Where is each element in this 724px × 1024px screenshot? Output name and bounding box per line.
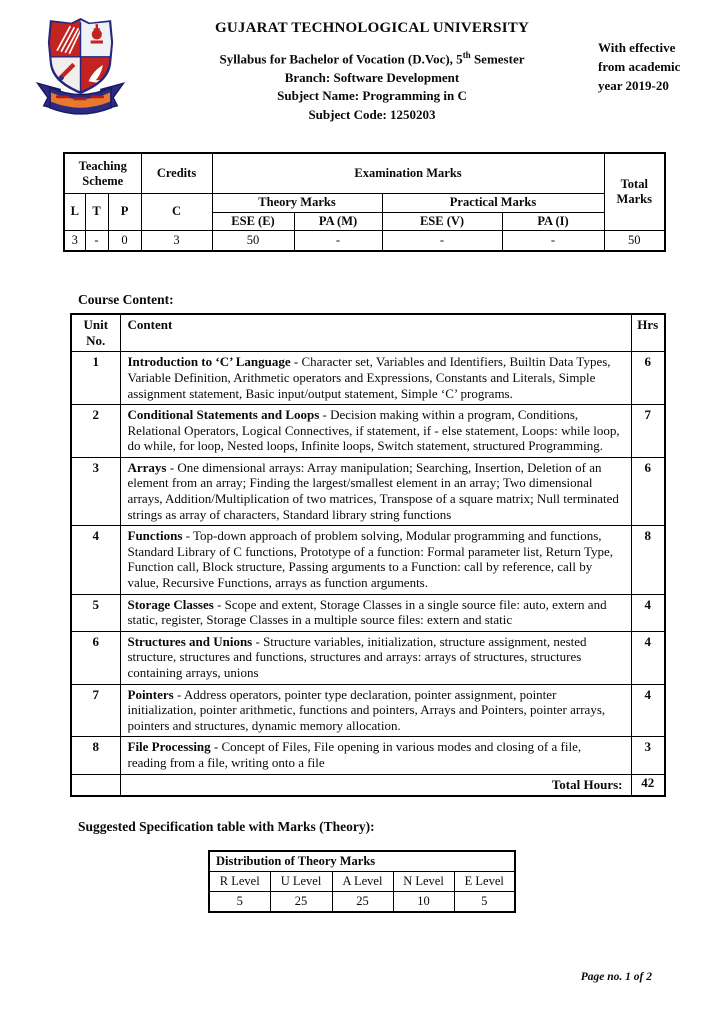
- syllabus-suffix: Semester: [470, 51, 525, 67]
- value-ese-v: -: [382, 230, 502, 251]
- gtu-emblem-icon: [28, 16, 133, 118]
- unit-hours: 4: [631, 594, 665, 631]
- unit-number: 1: [71, 352, 120, 405]
- table-row-unit-4: [71, 526, 665, 594]
- col-l: L: [64, 193, 85, 230]
- value-pa-m: -: [294, 230, 382, 251]
- level-marks-row: [209, 892, 515, 912]
- unit-content: [120, 737, 631, 774]
- header-title-block: [146, 16, 598, 124]
- unit-title: Pointers: [127, 686, 174, 702]
- col-ese-v: ESE (V): [382, 212, 502, 230]
- unit-title: File Processing: [127, 739, 211, 755]
- course-content-heading: Course Content:: [78, 292, 174, 308]
- level-e: E Level: [454, 872, 515, 892]
- value-l: 3: [64, 230, 85, 251]
- unit-title: Conditional Statements and Loops: [127, 407, 320, 423]
- col-p: P: [108, 193, 141, 230]
- marks-a: 25: [332, 892, 393, 912]
- empty-cell: [71, 774, 120, 796]
- table-row-unit-2: [71, 405, 665, 458]
- col-pa-i: PA (I): [502, 212, 604, 230]
- unit-body: - One dimensional arrays: Array manipulation; Searching, Insertion, Deletion of an element from an array; Finding the largest/smallest element in an array; Two dimensional arrays, Addition/Multiplication of two matrices, Transpose of a square matrix; Null terminated strings as array of characters, Standard library string functions: [127, 459, 619, 522]
- total-hours-value: 42: [631, 774, 665, 796]
- unit-content: [120, 684, 631, 737]
- value-total: 50: [604, 230, 665, 251]
- credits-header: Credits: [141, 153, 212, 193]
- value-p: 0: [108, 230, 141, 251]
- unit-content: [120, 352, 631, 405]
- theory-marks-header: Theory Marks: [212, 193, 382, 212]
- unit-number: 2: [71, 405, 120, 458]
- university-name: GUJARAT TECHNOLOGICAL UNIVERSITY: [215, 20, 529, 36]
- unit-body: - Concept of Files, File opening in various modes and closing of a file, reading from a file, writing onto a file: [127, 739, 582, 770]
- document-header: [0, 0, 724, 124]
- total-marks-header: Total Marks: [604, 153, 665, 230]
- unit-body: - Scope and extent, Storage Classes in a single source file: auto, extern and static, register, Storage Classes in a multiple source files: extern and static: [127, 596, 607, 628]
- unit-hours: 8: [631, 526, 665, 594]
- unit-body: - Address operators, pointer type declaration, pointer assignment, pointer initialization, pointer arithmetic, functions and pointers, Arrays and Pointers, pointer arrays, pointers and structures, dynamic memory allocation.: [127, 686, 606, 733]
- unit-hours: 3: [631, 737, 665, 774]
- value-ese-e: 50: [212, 230, 294, 251]
- value-c: 3: [141, 230, 212, 251]
- syllabus-prefix: Syllabus for Bachelor of Vocation (D.Voc), 5: [219, 51, 463, 67]
- unit-hours: 6: [631, 352, 665, 405]
- level-header-row: [209, 872, 515, 892]
- unit-content: [120, 526, 631, 594]
- unit-hours: 7: [631, 405, 665, 458]
- syllabus-superscript: th: [462, 50, 471, 60]
- practical-marks-header: Practical Marks: [382, 193, 604, 212]
- unit-hours: 6: [631, 457, 665, 525]
- subject-code-line: Subject Code: 1250203: [308, 106, 436, 122]
- unit-body: - Structure variables, initialization, structure assignment, nested structure, structures and functions, structures and arrays: arrays of structures, structures containing arrays, unions: [127, 633, 587, 681]
- branch-line: Branch: Software Development: [284, 69, 460, 85]
- unit-number: 4: [71, 526, 120, 594]
- unit-title: Arrays: [127, 459, 167, 475]
- col-unit-no: [71, 314, 120, 352]
- level-r: R Level: [209, 872, 270, 892]
- unit-content: [120, 405, 631, 458]
- col-unit-line2: No.: [86, 333, 106, 349]
- marks-u: 25: [270, 892, 332, 912]
- level-u: U Level: [270, 872, 332, 892]
- course-table-header-row: [71, 314, 665, 352]
- unit-number: 8: [71, 737, 120, 774]
- col-content: Content: [120, 314, 631, 352]
- unit-title: Storage Classes: [127, 596, 214, 612]
- course-content-table: [70, 313, 666, 796]
- university-logo: [28, 16, 146, 124]
- col-ese-e: ESE (E): [212, 212, 294, 230]
- table-row-unit-7: [71, 684, 665, 737]
- total-hours-row: [71, 774, 665, 796]
- unit-title: Introduction to ‘C’ Language: [127, 354, 291, 370]
- unit-hours: 4: [631, 684, 665, 737]
- unit-number: 3: [71, 457, 120, 525]
- unit-content: [120, 457, 631, 525]
- col-unit-line1: Unit: [83, 317, 109, 333]
- theory-marks-distribution-table: [208, 850, 516, 913]
- marks-r: 5: [209, 892, 270, 912]
- spec-table-heading: Suggested Specification table with Marks (Theory):: [78, 818, 375, 834]
- table-row-unit-6: [71, 631, 665, 684]
- examination-marks-header: Examination Marks: [212, 153, 604, 193]
- value-pa-i: -: [502, 230, 604, 251]
- total-hours-label: Total Hours:: [120, 774, 631, 796]
- marks-e: 5: [454, 892, 515, 912]
- unit-content: [120, 631, 631, 684]
- table-row-unit-1: [71, 352, 665, 405]
- page-number: Page no. 1 of 2: [580, 971, 652, 983]
- unit-body: - Top-down approach of problem solving, Modular programming and functions, Standard Library of C functions, Prototype of a function: Formal parameter list, Return Type, Function call, Block structure, Passing arguments to a Function: call by reference, call by value, Recursive Functions, arrays as function arguments.: [127, 528, 614, 591]
- marks-n: 10: [393, 892, 454, 912]
- level-a: A Level: [332, 872, 393, 892]
- unit-title: Functions: [127, 528, 183, 544]
- syllabus-line: [146, 46, 598, 69]
- table-row-unit-8: [71, 737, 665, 774]
- level-n: N Level: [393, 872, 454, 892]
- unit-body: - Character set, Variables and Identifiers, Builtin Data Types, Variable Definition, Arithmetic operators and Expressions, Constants and Literals, Simple assignment statement, Basic input/output statement, Simple ‘C’ programs.: [127, 354, 611, 401]
- unit-content: [120, 594, 631, 631]
- distribution-title: Distribution of Theory Marks: [209, 851, 515, 872]
- subject-name-line: Subject Name: Programming in C: [277, 88, 467, 104]
- teaching-scheme-table: [63, 152, 666, 252]
- col-hrs: Hrs: [631, 314, 665, 352]
- value-t: -: [85, 230, 108, 251]
- col-c: C: [141, 193, 212, 230]
- unit-number: 5: [71, 594, 120, 631]
- teaching-scheme-header: Teaching Scheme: [64, 153, 141, 193]
- unit-number: 6: [71, 631, 120, 684]
- unit-hours: 4: [631, 631, 665, 684]
- unit-body: - Decision making within a program, Conditions, Relational Operators, Logical Connectives, if statement, if - else statement, Loops: while loop, do while, for loop, Nested loops, Infinite loops, Switch statement, structured Programming.: [127, 407, 620, 454]
- table-row-unit-3: [71, 457, 665, 525]
- unit-title: Structures and Unions: [127, 633, 253, 649]
- unit-number: 7: [71, 684, 120, 737]
- table-row-unit-5: [71, 594, 665, 631]
- effective-note: With effective from academic year 2019-20: [598, 40, 681, 93]
- col-t: T: [85, 193, 108, 230]
- col-pa-m: PA (M): [294, 212, 382, 230]
